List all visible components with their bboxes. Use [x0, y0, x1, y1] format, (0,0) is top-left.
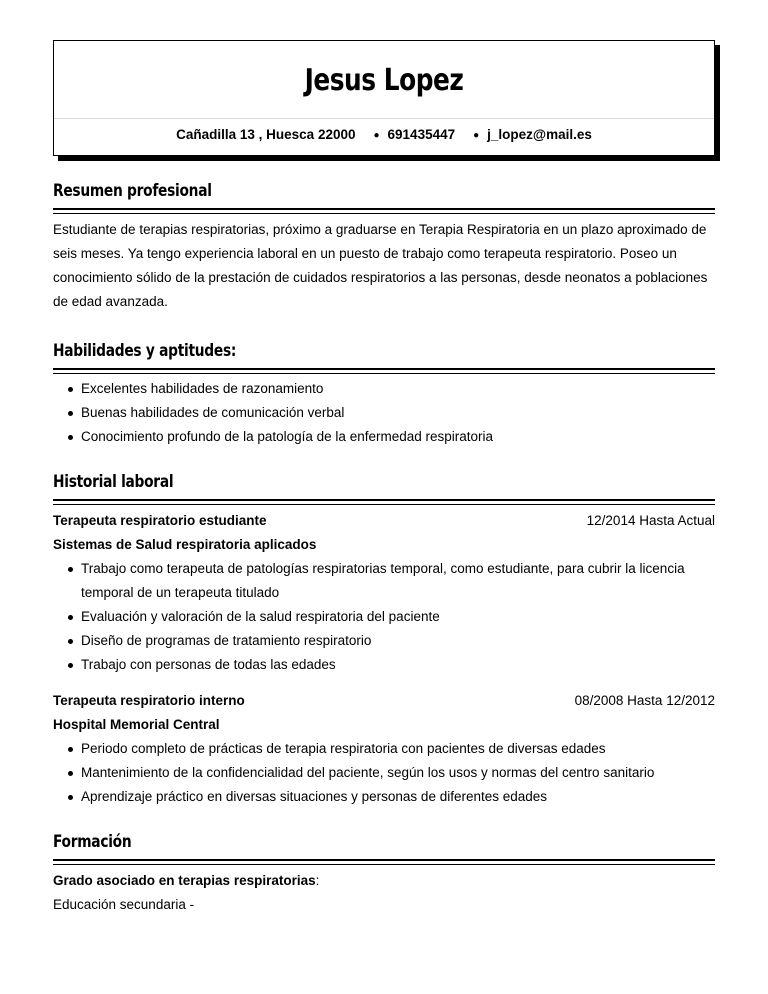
header-divider — [54, 118, 714, 119]
email: j_lopez@mail.es — [487, 127, 592, 142]
job-entry — [53, 689, 715, 809]
list-item: Excelentes habilidades de razonamiento — [67, 377, 715, 401]
header-box — [53, 40, 715, 156]
list-item: Aprendizaje práctico en diversas situaciones y personas de diferentes edades — [67, 785, 715, 809]
degree: Grado asociado en terapias respiratorias — [53, 873, 316, 888]
section-divider — [53, 859, 715, 865]
list-item: Mantenimiento de la confidencialidad del paciente, según los usos y normas del centro sanitario — [67, 761, 715, 785]
list-item: Conocimiento profundo de la patología de la enfermedad respiratoria — [67, 425, 715, 449]
job-dates: 12/2014 Hasta Actual — [586, 513, 715, 528]
section-title: Resumen profesional — [53, 181, 212, 201]
summary-section — [53, 180, 715, 314]
degree-line — [53, 869, 715, 893]
employer: Sistemas de Salud respiratoria aplicados — [53, 537, 317, 552]
education-section — [53, 831, 715, 917]
skills-list — [53, 377, 715, 449]
summary-text: Estudiante de terapias respiratorias, próximo a graduarse en Terapia Respiratoria en un plazo aproximado de seis meses. Ya tengo experiencia laboral en un puesto de trabajo como terapeuta respiratorio. Poseo un conocimiento sólido de la prestación de cuidados respiratorios a las personas, desde neonatos a poblaciones de edad avanzada. — [53, 222, 708, 309]
list-item: Periodo completo de prácticas de terapia respiratoria con pacientes de diversas edades — [67, 737, 715, 761]
list-item: Diseño de programas de tratamiento respiratorio — [67, 629, 715, 653]
job-title: Terapeuta respiratorio estudiante — [53, 513, 267, 528]
section-divider — [53, 368, 715, 374]
degree-suffix: : — [315, 873, 320, 888]
work-section — [53, 471, 715, 809]
address: Cañadilla 13 , Huesca 22000 — [176, 127, 356, 142]
contact-line — [54, 127, 714, 142]
list-item: Trabajo con personas de todas las edades — [67, 653, 715, 677]
section-title: Habilidades y aptitudes: — [53, 341, 237, 361]
job-title: Terapeuta respiratorio interno — [53, 693, 245, 708]
bullet-icon: ● — [473, 130, 480, 141]
job-duties — [53, 557, 715, 677]
list-item: Evaluación y valoración de la salud respiratoria del paciente — [67, 605, 715, 629]
job-duties — [53, 737, 715, 809]
job-header — [53, 509, 715, 533]
skills-section — [53, 340, 715, 449]
school: Educación secundaria - — [53, 897, 195, 912]
candidate-name: Jesus Lopez — [304, 63, 464, 98]
section-divider — [53, 208, 715, 214]
list-item: Buenas habilidades de comunicación verbal — [67, 401, 715, 425]
list-item: Trabajo como terapeuta de patologías respiratorias temporal, como estudiante, para cubrir la licencia temporal de un terapeuta titulado — [67, 557, 715, 605]
job-header — [53, 689, 715, 713]
job-entry — [53, 509, 715, 677]
phone: 691435447 — [387, 127, 456, 142]
section-divider — [53, 499, 715, 505]
section-title: Formación — [53, 832, 132, 852]
resume-header — [53, 40, 715, 156]
job-dates: 08/2008 Hasta 12/2012 — [574, 693, 715, 708]
employer: Hospital Memorial Central — [53, 717, 220, 732]
section-title: Historial laboral — [53, 472, 174, 492]
bullet-icon: ● — [373, 130, 380, 141]
